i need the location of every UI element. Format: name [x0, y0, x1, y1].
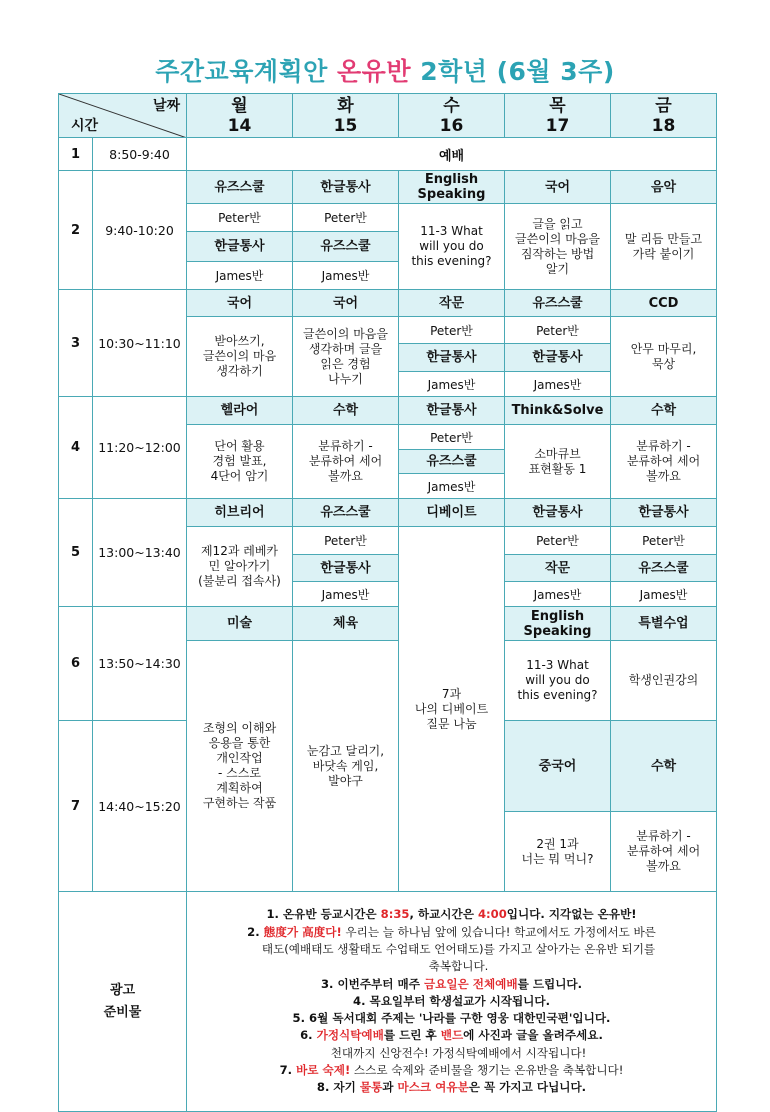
content-cell: 11-3 What will you do this evening?	[505, 641, 611, 721]
subject-cell: 작문	[505, 555, 611, 582]
group-cell: Peter반	[505, 527, 611, 555]
subject-cell: 중국어	[505, 721, 611, 812]
content-cell: 제12과 레베카 민 알아가기 (불분리 접속사)	[187, 527, 293, 607]
subject-cell: 수학	[611, 721, 717, 812]
group-cell: Peter반	[611, 527, 717, 555]
note-2: 2. 態度가 高度다! 우리는 늘 하나님 앞에 있습니다! 학교에서도 가정에서도 바른	[247, 924, 656, 939]
content-cell: 글을 읽고 글쓴이의 마음을 짐작하는 방법 알기	[505, 204, 611, 290]
subject-cell: 특별수업	[611, 607, 717, 641]
date-label: 날짜	[152, 98, 180, 114]
note-4: 4. 목요일부터 학생설교가 시작됩니다.	[353, 993, 550, 1008]
subject-cell: 유즈스쿨	[293, 499, 399, 527]
subject-cell: 한글통사	[293, 555, 399, 582]
content-cell: 7과 나의 디베이트 질문 나눔	[399, 527, 505, 892]
content-cell: 2권 1과 너는 뭐 먹니?	[505, 812, 611, 892]
subject-cell: 한글통사	[187, 232, 293, 262]
group-cell: James반	[399, 474, 505, 499]
content-cell: 눈감고 달리기, 바닷속 게임, 발야구	[293, 641, 399, 892]
content-cell: 글쓴이의 마음을 생각하며 글을 읽은 경험 나누기	[293, 317, 399, 397]
subject-cell: 한글통사	[505, 499, 611, 527]
subject-cell: 헬라어	[187, 397, 293, 425]
content-cell: 분류하기 - 분류하여 세어 볼까요	[293, 425, 399, 499]
note-2-line-3: 축복합니다.	[428, 959, 489, 974]
content-cell: 안무 마무리, 묵상	[611, 317, 717, 397]
subject-cell: 유즈스쿨	[399, 450, 505, 474]
group-cell: Peter반	[399, 317, 505, 344]
day-header-wed: 수 16	[399, 94, 505, 138]
subject-cell: 국어	[187, 290, 293, 317]
content-cell: 말 리듬 만들고 가락 붙이기	[611, 204, 717, 290]
page-title: 주간교육계획안 온유반 2학년 (6월 3주)	[155, 57, 615, 86]
period-number: 7	[59, 721, 93, 892]
weekly-plan-table	[58, 93, 717, 1112]
content-cell: 분류하기 - 분류하여 세어 볼까요	[611, 812, 717, 892]
subject-cell: 유즈스쿨	[505, 290, 611, 317]
subject-cell: 히브리어	[187, 499, 293, 527]
subject-cell: 수학	[293, 397, 399, 425]
group-cell: Peter반	[293, 527, 399, 555]
day-header-thu: 목 17	[505, 94, 611, 138]
period-time: 13:00~13:40	[93, 499, 187, 607]
subject-cell: CCD	[611, 290, 717, 317]
time-label: 시간	[71, 118, 99, 134]
group-cell: James반	[505, 372, 611, 397]
group-cell: James반	[293, 582, 399, 607]
group-cell: James반	[505, 582, 611, 607]
notes-label: 광고 준비물	[59, 892, 187, 1112]
content-cell: 조형의 이해와 응용을 통한 개인작업 - 스스로 계획하여 구현하는 작품	[187, 641, 293, 892]
period-time: 14:40~15:20	[93, 721, 187, 892]
subject-cell: 한글통사	[293, 171, 399, 204]
note-2-line-2: 태도(예배태도 생활태도 수업태도 언어태도)를 가지고 살아가는 온유반 되기를	[261, 941, 656, 956]
period-time: 10:30~11:10	[93, 290, 187, 397]
group-cell: Peter반	[399, 425, 505, 450]
subject-cell: 한글통사	[399, 397, 505, 425]
period-number: 6	[59, 607, 93, 721]
group-cell: Peter반	[187, 204, 293, 232]
subject-cell: 국어	[505, 171, 611, 204]
group-cell: Peter반	[293, 204, 399, 232]
content-cell: 분류하기 - 분류하여 세어 볼까요	[611, 425, 717, 499]
note-6: 6. 가정식탁예배를 드린 후 밴드에 사진과 글을 올려주세요.	[300, 1028, 603, 1043]
note-3: 3. 이번주부터 매주 금요일은 전체예배를 드립니다.	[320, 976, 583, 991]
period-number: 2	[59, 171, 93, 290]
subject-cell: 미술	[187, 607, 293, 641]
notes-cell	[187, 892, 717, 1112]
subject-cell: 유즈스쿨	[187, 171, 293, 204]
period-time: 13:50~14:30	[93, 607, 187, 721]
note-8: 8. 자기 물통과 마스크 여유분은 꼭 가지고 다닙니다.	[316, 1080, 587, 1095]
subject-cell: 유즈스쿨	[611, 555, 717, 582]
note-7: 7. 바로 숙제! 스스로 숙제와 준비물을 챙기는 온유반을 축복합니다!	[279, 1063, 624, 1078]
day-header-tue: 화 15	[293, 94, 399, 138]
note-5: 5. 6월 독서대회 주제는 '나라를 구한 영웅 대한민국편'입니다.	[292, 1011, 611, 1026]
subject-cell: 디베이트	[399, 499, 505, 527]
period-number: 4	[59, 397, 93, 499]
day-header-mon: 월 14	[187, 94, 293, 138]
subject-cell: Think&Solve	[505, 397, 611, 425]
period-number: 1	[59, 138, 93, 171]
subject-cell: 한글통사	[505, 344, 611, 372]
note-1: 1. 온유반 등교시간은 8:35, 하교시간은 4:00입니다. 지각없는 온유반!	[266, 907, 637, 922]
content-cell: 11-3 What will you do this evening?	[399, 204, 505, 290]
note-6-line-2: 천대까지 신앙전수! 가정식탁예배에서 시작됩니다!	[330, 1045, 587, 1060]
subject-cell: English Speaking	[399, 171, 505, 204]
group-cell: Peter반	[505, 317, 611, 344]
subject-cell: 유즈스쿨	[293, 232, 399, 262]
class-name: 온유반	[337, 57, 411, 86]
content-cell: 학생인권강의	[611, 641, 717, 721]
group-cell: James반	[293, 262, 399, 290]
subject-cell: 체육	[293, 607, 399, 641]
subject-cell: 음악	[611, 171, 717, 204]
header-corner	[59, 94, 187, 138]
subject-cell: 한글통사	[399, 344, 505, 372]
subject-cell: 한글통사	[611, 499, 717, 527]
worship-cell: 예배	[187, 138, 717, 171]
subject-cell: 작문	[399, 290, 505, 317]
group-cell: James반	[611, 582, 717, 607]
subject-cell: English Speaking	[505, 607, 611, 641]
day-header-fri: 금 18	[611, 94, 717, 138]
group-cell: James반	[187, 262, 293, 290]
period-time: 11:20~12:00	[93, 397, 187, 499]
content-cell: 소마큐브 표현활동 1	[505, 425, 611, 499]
period-number: 5	[59, 499, 93, 607]
period-time: 8:50-9:40	[93, 138, 187, 171]
group-cell: James반	[399, 372, 505, 397]
content-cell: 받아쓰기, 글쓴이의 마음 생각하기	[187, 317, 293, 397]
subject-cell: 국어	[293, 290, 399, 317]
period-number: 3	[59, 290, 93, 397]
content-cell: 단어 활용 경험 발표, 4단어 암기	[187, 425, 293, 499]
subject-cell: 수학	[611, 397, 717, 425]
period-time: 9:40-10:20	[93, 171, 187, 290]
